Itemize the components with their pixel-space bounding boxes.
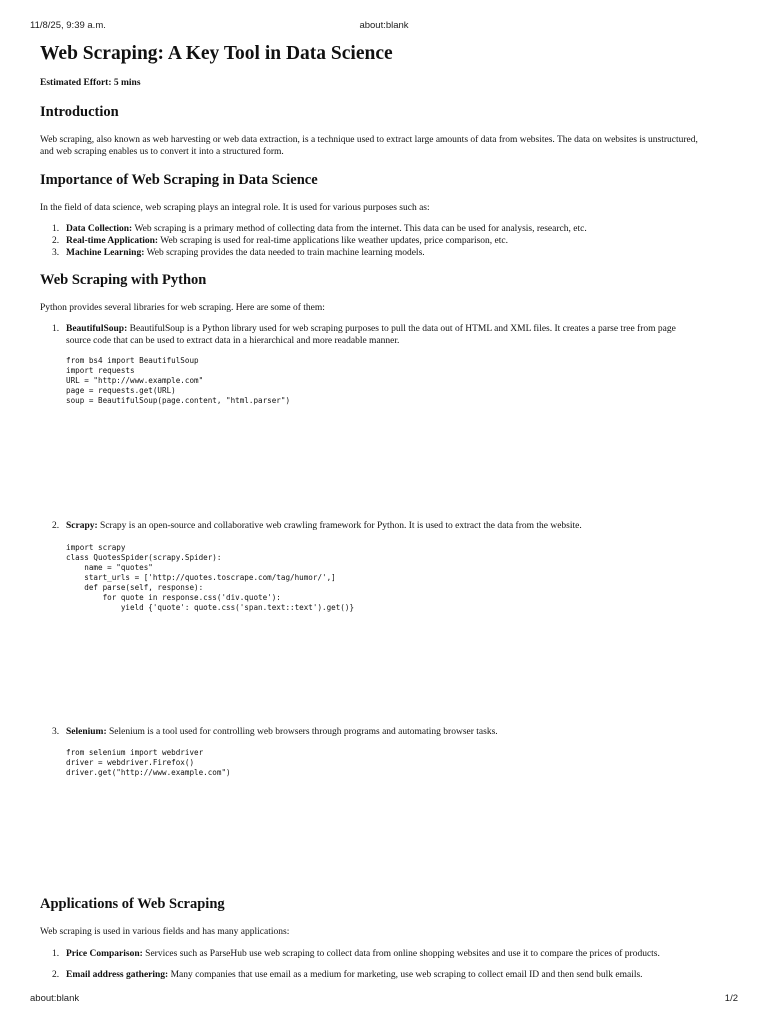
code-block-beautifulsoup: from bs4 import BeautifulSoup import requests URL = "http://www.example.com" page = requests.get(URL) soup = BeautifulSoup(page.content, "html.parser")	[66, 356, 291, 405]
list-item: 1. Price Comparison: Services such as ParseHub use web scraping to collect data from online shopping websites and use it to compare the prices of products.	[52, 949, 660, 959]
code-block-scrapy: import scrapy class QuotesSpider(scrapy.Spider): name = "quotes" start_urls = ['http://quotes.toscrape.com/tag/humor/',] def parse(self, response): for quote in response.css('div.quote'): yield {'quote': quote.css('span.text::text').get()}	[66, 543, 355, 612]
intro-heading: Introduction	[40, 104, 119, 120]
estimated-effort: Estimated Effort: 5 mins	[40, 78, 141, 88]
python-heading: Web Scraping with Python	[40, 272, 207, 288]
print-footer	[0, 993, 768, 1007]
list-item: 2. Real-time Application: Web scraping is used for real-time applications like weather updates, price comparison, etc.	[52, 236, 509, 246]
list-item-beautifulsoup: 1. BeautifulSoup: BeautifulSoup is a Python library used for web scraping purposes to pull the data out of HTML and XML files. It creates a parse tree from page source code that can be used to extract data in a hierarchical and more readable manner.	[52, 324, 676, 346]
print-url-header: about:blank	[359, 20, 409, 31]
page-title: Web Scraping: A Key Tool in Data Science	[40, 43, 393, 64]
list-item: 2. Email address gathering: Many companies that use email as a medium for marketing, use web scraping to collect email ID and then send bulk emails.	[52, 970, 643, 980]
importance-text: In the field of data science, web scraping plays an integral role. It is used for various purposes such as:	[40, 203, 430, 213]
list-item: 1. Data Collection: Web scraping is a primary method of collecting data from the internet. This data can be used for analysis, research, etc.	[52, 224, 587, 234]
list-item: 3. Machine Learning: Web scraping provides the data needed to train machine learning models.	[52, 248, 425, 258]
print-url-footer: about:blank	[30, 993, 80, 1004]
print-datetime: 11/8/25, 9:39 a.m.	[30, 20, 106, 31]
python-text: Python provides several libraries for web scraping. Here are some of them:	[40, 303, 325, 313]
page-number: 1/2	[724, 993, 738, 1004]
importance-heading: Importance of Web Scraping in Data Science	[40, 172, 318, 188]
applications-text: Web scraping is used in various fields and has many applications:	[40, 927, 290, 937]
print-header	[0, 20, 768, 34]
list-item-scrapy: 2. Scrapy: Scrapy is an open-source and collaborative web crawling framework for Python. It is used to extract the data from the website.	[52, 521, 582, 531]
intro-text: Web scraping, also known as web harvesting or web data extraction, is a technique used to extract large amounts of data from websites. The data on websites is unstructured, and web scraping enables us to convert it into a structured form.	[40, 135, 698, 157]
code-block-selenium: from selenium import webdriver driver = webdriver.Firefox() driver.get("http://www.example.com")	[66, 748, 231, 777]
applications-heading: Applications of Web Scraping	[40, 896, 225, 912]
list-item-selenium: 3. Selenium: Selenium is a tool used for controlling web browsers through programs and automating browser tasks.	[52, 727, 498, 737]
